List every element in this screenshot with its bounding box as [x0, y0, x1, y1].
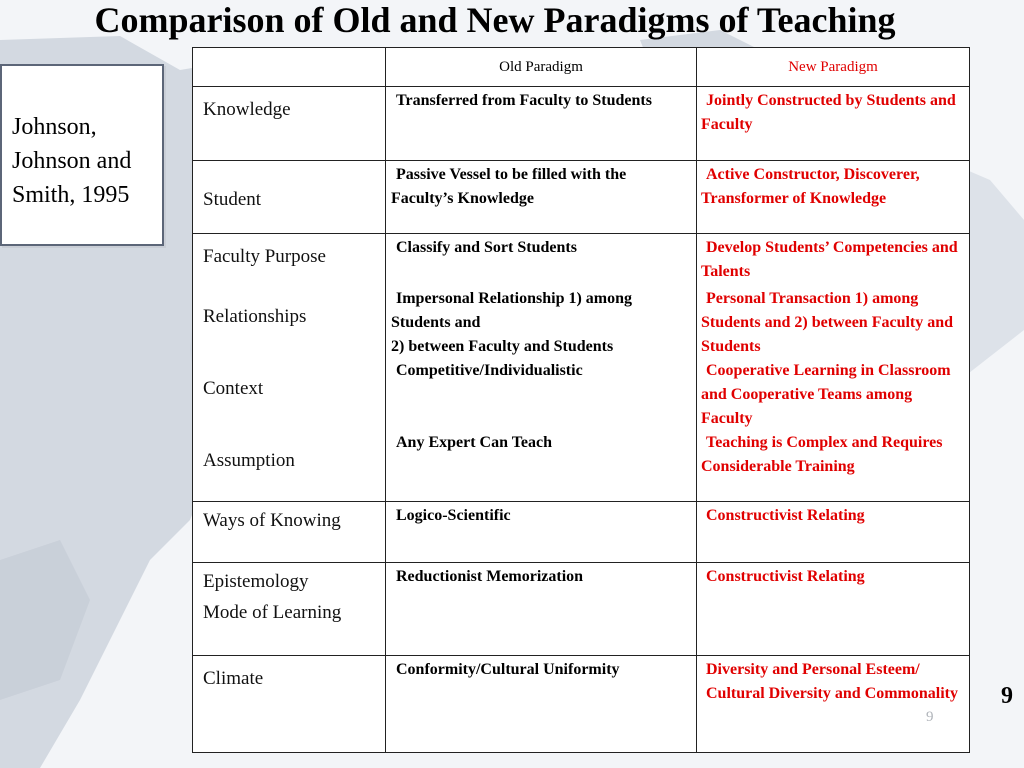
header-old-paradigm: Old Paradigm	[386, 48, 697, 87]
row-label: Student	[193, 161, 386, 234]
old-paradigm-text: Impersonal Relationship 1) among Students and	[391, 290, 633, 331]
table-row	[193, 87, 970, 161]
new-paradigm-cell: Active Constructor, Discoverer, Transformer of Knowledge	[697, 161, 970, 234]
table-header-row	[193, 48, 970, 87]
new-paradigm-cell: Constructivist Relating	[697, 502, 970, 563]
new-paradigm-text: Cooperative Learning in Classroom and Cooperative Teams among Faculty	[701, 362, 951, 427]
old-paradigm-cell: Passive Vessel to be filled with the Faculty’s Knowledge	[386, 161, 697, 234]
old-paradigm-cell: Logico-Scientific	[386, 502, 697, 563]
new-paradigm-text: Diversity and Personal Esteem/	[706, 661, 920, 678]
row-label: Climate	[193, 656, 386, 753]
old-paradigm-cell: Conformity/Cultural Uniformity	[386, 656, 697, 753]
slide-number: 9	[1001, 683, 1013, 709]
table-row	[193, 161, 970, 234]
citation-text: Johnson, Johnson and Smith, 1995	[12, 114, 132, 208]
old-paradigm-text: Any Expert Can Teach	[396, 434, 553, 451]
new-paradigm-cell	[697, 234, 970, 502]
row-label: Epistemology	[203, 571, 309, 592]
new-paradigm-text: Teaching is Complex and Requires Considerable Training	[701, 434, 943, 475]
old-paradigm-text: Competitive/Individualistic	[396, 362, 583, 379]
old-paradigm-cell	[386, 234, 697, 502]
new-paradigm-text: Cultural Diversity and Commonality	[706, 685, 958, 702]
row-label: Ways of Knowing	[193, 502, 386, 563]
row-label: Mode of Learning	[203, 602, 342, 623]
table-row	[193, 563, 970, 656]
new-paradigm-cell: Jointly Constructed by Students and Faculty	[697, 87, 970, 161]
old-paradigm-cell: Transferred from Faculty to Students	[386, 87, 697, 161]
table-corner-cell	[193, 48, 386, 87]
old-paradigm-cell: Reductionist Memorization	[386, 563, 697, 656]
paradigm-comparison-table	[192, 47, 970, 753]
slide-title: Comparison of Old and New Paradigms of Teaching	[94, 0, 896, 40]
new-paradigm-cell: Constructivist Relating	[697, 563, 970, 656]
table-row	[193, 656, 970, 753]
row-label: Faculty Purpose	[203, 246, 326, 267]
old-paradigm-text: 2) between Faculty and Students	[391, 338, 614, 355]
new-paradigm-cell	[697, 656, 970, 753]
old-paradigm-text: Classify and Sort Students	[396, 239, 577, 256]
new-paradigm-text: Develop Students’ Competencies and Talents	[701, 239, 958, 280]
row-label-group	[193, 563, 386, 656]
table-row	[193, 234, 970, 502]
row-label: Relationships	[203, 306, 307, 327]
row-label-group	[193, 234, 386, 502]
header-new-paradigm: New Paradigm	[697, 48, 970, 87]
new-paradigm-text: Personal Transaction 1) among Students and 2) between Faculty and Students	[701, 290, 954, 355]
row-label: Knowledge	[193, 87, 386, 161]
row-label: Context	[203, 378, 264, 399]
page-number-faint: 9	[926, 709, 934, 725]
citation-box	[0, 64, 164, 246]
table-row	[193, 502, 970, 563]
row-label: Assumption	[203, 450, 295, 471]
